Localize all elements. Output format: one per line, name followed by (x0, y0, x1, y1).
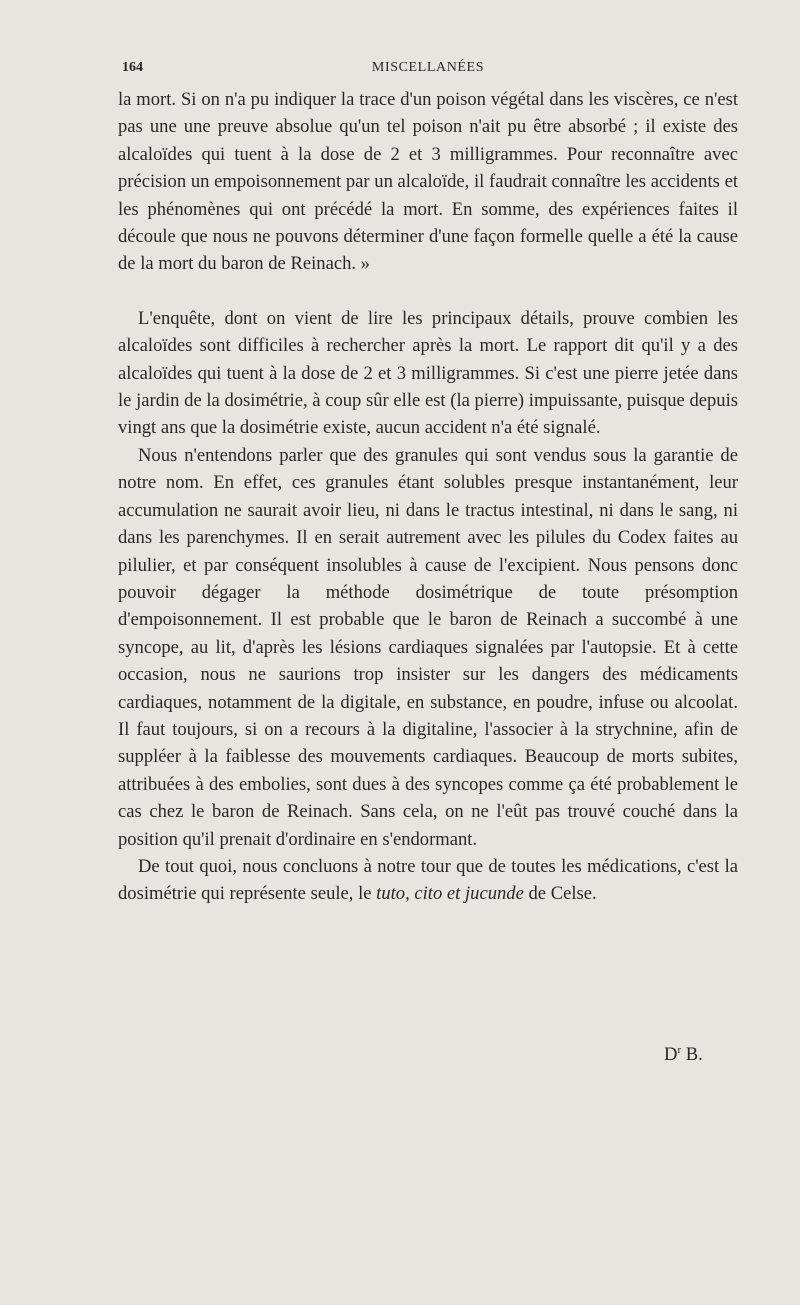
paragraph-3: Nous n'entendons parler que des granules qui sont vendus sous la garantie de notre nom. En effet, ces granules étant solubles presque instantanément, leur accumulation ne saurait avoir lieu, ni dans le tractus intestinal, ni dans le sang, ni dans les parenchymes. Il en serait autrement avec les pilules du Codex faites au pilulier, et par conséquent insolubles à cause de l'excipient. Nous pensons donc pouvoir dégager la méthode dosimétrique de toute présomption d'empoisonnement. Il est probable que le baron de Reinach a succombé à une syncope, au lit, d'après les lésions cardiaques signalées par l'autopsie. Et à cette occasion, nous ne saurions trop insister sur les dangers des médicaments cardiaques, notamment de la digitale, en substance, en poudre, infuse ou alcoolat. Il faut toujours, si on a recours à la digitaline, l'associer à la strychnine, afin de suppléer à la faiblesse des mouvements cardiaques. Beaucoup de morts subites, attribuées à des embolies, sont dues à des syncopes comme ça été probablement le cas chez le baron de Reinach. Sans cela, on ne l'eût pas trouvé couché dans la position qu'il prenait d'ordinaire en s'endormant. (118, 444, 738, 850)
page-header (118, 60, 738, 82)
signature-superscript: r (677, 1043, 682, 1056)
paragraph-4 (118, 853, 738, 908)
signature-name: B. (681, 1044, 703, 1065)
latin-phrase: tuto, cito et jucunde (376, 883, 524, 905)
body-text (118, 86, 738, 908)
running-head: MISCELLANÉES (371, 60, 485, 75)
paragraph-4-text-before: De tout quoi, nous concluons à notre tour que de toutes les médications, c'est la dosimétrie qui représente seule, le (118, 855, 738, 905)
signature-prefix: D (664, 1044, 678, 1065)
paragraph-1: la mort. Si on n'a pu indiquer la trace d'un poison végétal dans les viscères, ce n'est pas une une preuve absolue qu'un tel poison n'ait pu être absorbé ; il existe des alcaloïdes qui tuent à la dose de 2 et 3 milligrammes. Pour reconnaître avec précision un empoisonnement par un alcaloïde, il faudrait connaître les accidents et les phénomènes qui ont précédé la mort. En somme, des expériences faites il découle que nous ne pouvons déterminer d'une façon formelle quelle a été la cause de la mort du baron de Reinach. » (118, 89, 738, 275)
page-number: 164 (122, 60, 143, 75)
paragraph-2: L'enquête, dont on vient de lire les principaux détails, prouve combien les alcaloïdes sont difficiles à rechercher après la mort. Le rapport dit qu'il y a des alcaloïdes qui tuent à la dose de 2 et 3 milligrammes. Si c'est une pierre jetée dans le jardin de la dosimétrie, à coup sûr elle est (la pierre) impuissante, puisque depuis vingt ans que la dosimétrie existe, aucun accident n'a été signalé. (118, 307, 738, 439)
paragraph-4-text-after: de Celse. (523, 883, 597, 905)
signature (664, 1044, 703, 1066)
